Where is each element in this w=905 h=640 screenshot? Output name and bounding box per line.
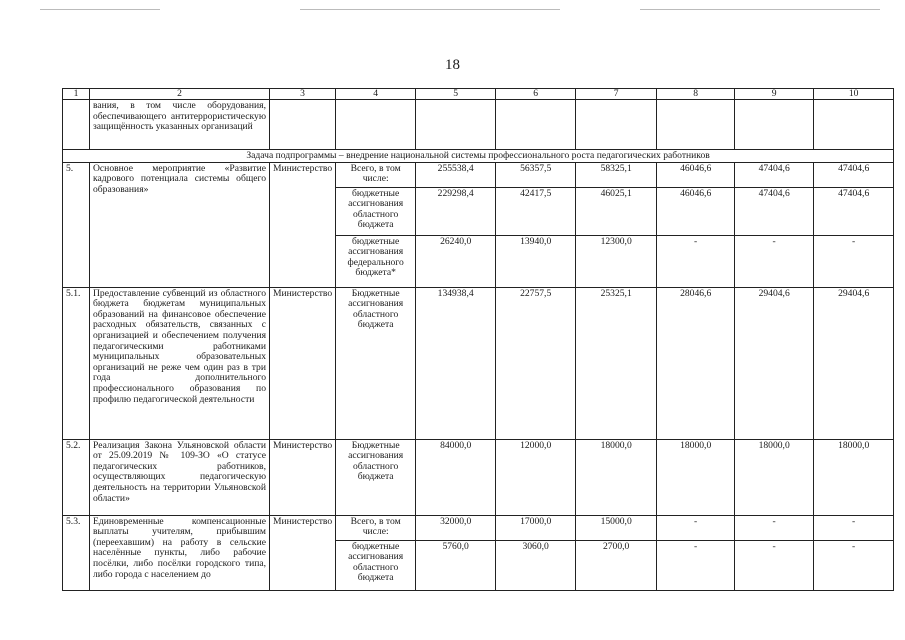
- value-cell: -: [735, 540, 814, 590]
- funding-source: Всего, в том числе:: [336, 515, 416, 540]
- funding-source: Всего, в том числе:: [336, 162, 416, 187]
- value-cell: 25325,1: [576, 287, 657, 439]
- value-cell: 29404,6: [735, 287, 814, 439]
- funding-source: Бюджетные ассигнования областного бюджета: [336, 439, 416, 515]
- value-cell: 47404,6: [735, 162, 814, 187]
- value-cell: 134938,4: [416, 287, 496, 439]
- column-number: 7: [576, 89, 657, 100]
- value-cell: 29404,6: [814, 287, 894, 439]
- value-cell: 46046,6: [657, 187, 735, 235]
- value-cell: 18000,0: [814, 439, 894, 515]
- value-cell: 12000,0: [496, 439, 576, 515]
- value-cell: 42417,5: [496, 187, 576, 235]
- row-number: 5.: [63, 162, 90, 287]
- value-cell: 56357,5: [496, 162, 576, 187]
- row-number: 5.2.: [63, 439, 90, 515]
- value-cell: 3060,0: [496, 540, 576, 590]
- value-cell: 26240,0: [416, 235, 496, 287]
- measure-description: Единовременные компенсационные выплаты учителям, прибывшим (переехавшим) на работу в сельские населённые пункты, либо рабочие посёлки, либо посёлки городского типа, либо города с населением до: [90, 515, 270, 590]
- column-number: 3: [270, 89, 336, 100]
- scan-artifact: [40, 9, 160, 10]
- budget-table: [62, 88, 894, 591]
- value-cell: 46046,6: [657, 162, 735, 187]
- task-row: [63, 150, 894, 163]
- value-cell: 18000,0: [657, 439, 735, 515]
- scan-artifact: [300, 9, 560, 10]
- table-row: [63, 515, 894, 540]
- funding-source: бюджетные ассигнования областного бюджета: [336, 187, 416, 235]
- column-number: 9: [735, 89, 814, 100]
- value-cell: 15000,0: [576, 515, 657, 540]
- value-cell: -: [814, 515, 894, 540]
- column-number: 1: [63, 89, 90, 100]
- value-cell: 229298,4: [416, 187, 496, 235]
- value-cell: -: [735, 515, 814, 540]
- column-number: 6: [496, 89, 576, 100]
- value-cell: 58325,1: [576, 162, 657, 187]
- column-number: 10: [814, 89, 894, 100]
- value-cell: -: [814, 540, 894, 590]
- funding-source: бюджетные ассигнования областного бюджета: [336, 540, 416, 590]
- measure-description: вания, в том числе оборудования, обеспечивающего антитеррористическую защищённость указанных организаций: [90, 100, 270, 150]
- value-cell: 13940,0: [496, 235, 576, 287]
- value-cell: 18000,0: [576, 439, 657, 515]
- page-number: 18: [445, 57, 460, 73]
- value-cell: [657, 100, 735, 150]
- measure-description: Предоставление субвенций из областного бюджета бюджетам муниципальных образований на финансовое обеспечение расходных обязательств, связанных с организацией и обеспечением получения педагогическими работниками муниципальных образовательных организаций не реже чем один раз в три года дополнительного профессионального образования по профилю педагогической деятельности: [90, 287, 270, 439]
- value-cell: 32000,0: [416, 515, 496, 540]
- value-cell: -: [735, 235, 814, 287]
- value-cell: 2700,0: [576, 540, 657, 590]
- value-cell: 17000,0: [496, 515, 576, 540]
- column-number-row: [63, 89, 894, 100]
- value-cell: 28046,6: [657, 287, 735, 439]
- value-cell: 47404,6: [735, 187, 814, 235]
- value-cell: -: [657, 235, 735, 287]
- value-cell: -: [657, 540, 735, 590]
- value-cell: 18000,0: [735, 439, 814, 515]
- table-row: [63, 162, 894, 187]
- row-number: 5.1.: [63, 287, 90, 439]
- column-number: 2: [90, 89, 270, 100]
- column-number: 8: [657, 89, 735, 100]
- funding-source: Бюджетные ассигнования областного бюджета: [336, 287, 416, 439]
- ministry-cell: Министерство: [270, 162, 336, 287]
- value-cell: 47404,6: [814, 187, 894, 235]
- ministry-cell: Министерство: [270, 439, 336, 515]
- ministry-cell: [270, 100, 336, 150]
- measure-description: Реализация Закона Ульяновской области от 25.09.2019 № 109-ЗО «О статусе педагогических работников, осуществляющих педагогическую деятельность на территории Ульяновской области»: [90, 439, 270, 515]
- value-cell: 5760,0: [416, 540, 496, 590]
- measure-description: Основное мероприятие «Развитие кадрового потенциала системы общего образования»: [90, 162, 270, 287]
- value-cell: 255538,4: [416, 162, 496, 187]
- value-cell: 22757,5: [496, 287, 576, 439]
- value-cell: 12300,0: [576, 235, 657, 287]
- value-cell: -: [814, 235, 894, 287]
- value-cell: 84000,0: [416, 439, 496, 515]
- funding-source: бюджетные ассигнования федерального бюджета*: [336, 235, 416, 287]
- value-cell: [416, 100, 496, 150]
- value-cell: [735, 100, 814, 150]
- row-number-cell: [63, 100, 90, 150]
- value-cell: -: [657, 515, 735, 540]
- value-cell: [496, 100, 576, 150]
- table-row: [63, 287, 894, 439]
- table-row: [63, 439, 894, 515]
- value-cell: [576, 100, 657, 150]
- table-row: [63, 100, 894, 150]
- source-cell: [336, 100, 416, 150]
- column-number: 4: [336, 89, 416, 100]
- row-number: 5.3.: [63, 515, 90, 590]
- ministry-cell: Министерство: [270, 287, 336, 439]
- column-number: 5: [416, 89, 496, 100]
- subprogram-task-title: Задача подпрограммы – внедрение национальной системы профессионального роста педагогических работников: [63, 150, 894, 163]
- ministry-cell: Министерство: [270, 515, 336, 590]
- scan-artifact: [640, 9, 880, 10]
- value-cell: [814, 100, 894, 150]
- value-cell: 46025,1: [576, 187, 657, 235]
- value-cell: 47404,6: [814, 162, 894, 187]
